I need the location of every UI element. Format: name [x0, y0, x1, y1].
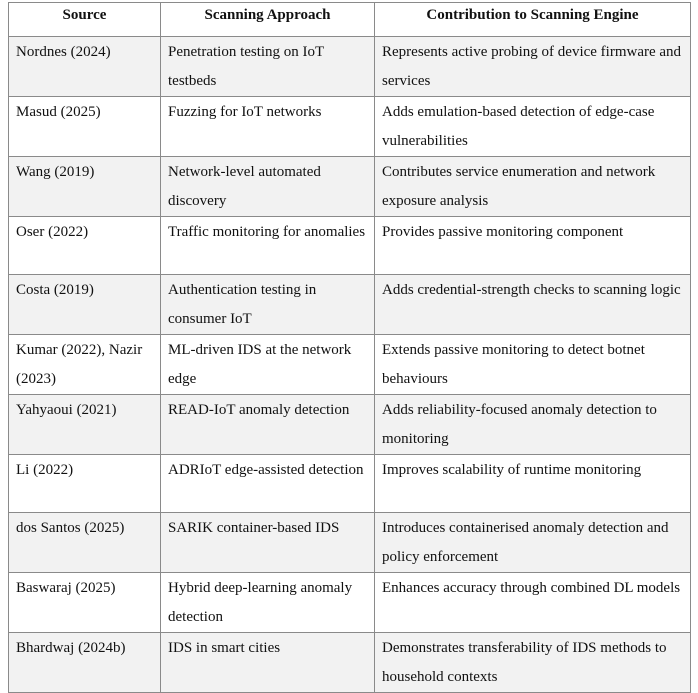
source-cell: Nordnes (2024): [9, 37, 161, 97]
source-cell: Li (2022): [9, 455, 161, 513]
table-row: [9, 395, 691, 455]
source-cell: dos Santos (2025): [9, 513, 161, 573]
contribution-cell: Demonstrates transferability of IDS methods to household contexts: [375, 633, 691, 693]
approach-cell: READ-IoT anomaly detection: [161, 395, 375, 455]
table-row: [9, 157, 691, 217]
source-cell: Kumar (2022), Nazir (2023): [9, 335, 161, 395]
contribution-cell: Represents active probing of device firmware and services: [375, 37, 691, 97]
contribution-cell: Enhances accuracy through combined DL models: [375, 573, 691, 633]
approach-cell: IDS in smart cities: [161, 633, 375, 693]
approach-cell: Traffic monitoring for anomalies: [161, 217, 375, 275]
header-contribution: Contribution to Scanning Engine: [375, 3, 691, 37]
approach-cell: ML-driven IDS at the network edge: [161, 335, 375, 395]
table-row: [9, 455, 691, 513]
approach-cell: Authentication testing in consumer IoT: [161, 275, 375, 335]
approach-cell: Hybrid deep-learning anomaly detection: [161, 573, 375, 633]
contribution-cell: Contributes service enumeration and network exposure analysis: [375, 157, 691, 217]
table-row: [9, 513, 691, 573]
table-row: [9, 275, 691, 335]
contribution-cell: Adds reliability-focused anomaly detection to monitoring: [375, 395, 691, 455]
approach-cell: SARIK container-based IDS: [161, 513, 375, 573]
table-row: [9, 573, 691, 633]
source-cell: Masud (2025): [9, 97, 161, 157]
source-cell: Costa (2019): [9, 275, 161, 335]
header-row: [9, 3, 691, 37]
source-cell: Bhardwaj (2024b): [9, 633, 161, 693]
source-cell: Yahyaoui (2021): [9, 395, 161, 455]
contribution-cell: Introduces containerised anomaly detection and policy enforcement: [375, 513, 691, 573]
literature-table: [8, 2, 691, 693]
table-row: [9, 217, 691, 275]
contribution-cell: Provides passive monitoring component: [375, 217, 691, 275]
approach-cell: ADRIoT edge-assisted detection: [161, 455, 375, 513]
table-row: [9, 335, 691, 395]
approach-cell: Penetration testing on IoT testbeds: [161, 37, 375, 97]
approach-cell: Network-level automated discovery: [161, 157, 375, 217]
contribution-cell: Improves scalability of runtime monitoring: [375, 455, 691, 513]
contribution-cell: Adds emulation-based detection of edge-case vulnerabilities: [375, 97, 691, 157]
approach-cell: Fuzzing for IoT networks: [161, 97, 375, 157]
source-cell: Baswaraj (2025): [9, 573, 161, 633]
table-row: [9, 37, 691, 97]
contribution-cell: Extends passive monitoring to detect botnet behaviours: [375, 335, 691, 395]
header-approach: Scanning Approach: [161, 3, 375, 37]
source-cell: Wang (2019): [9, 157, 161, 217]
table-row: [9, 97, 691, 157]
table-row: [9, 633, 691, 693]
header-source: Source: [9, 3, 161, 37]
source-cell: Oser (2022): [9, 217, 161, 275]
contribution-cell: Adds credential-strength checks to scanning logic: [375, 275, 691, 335]
